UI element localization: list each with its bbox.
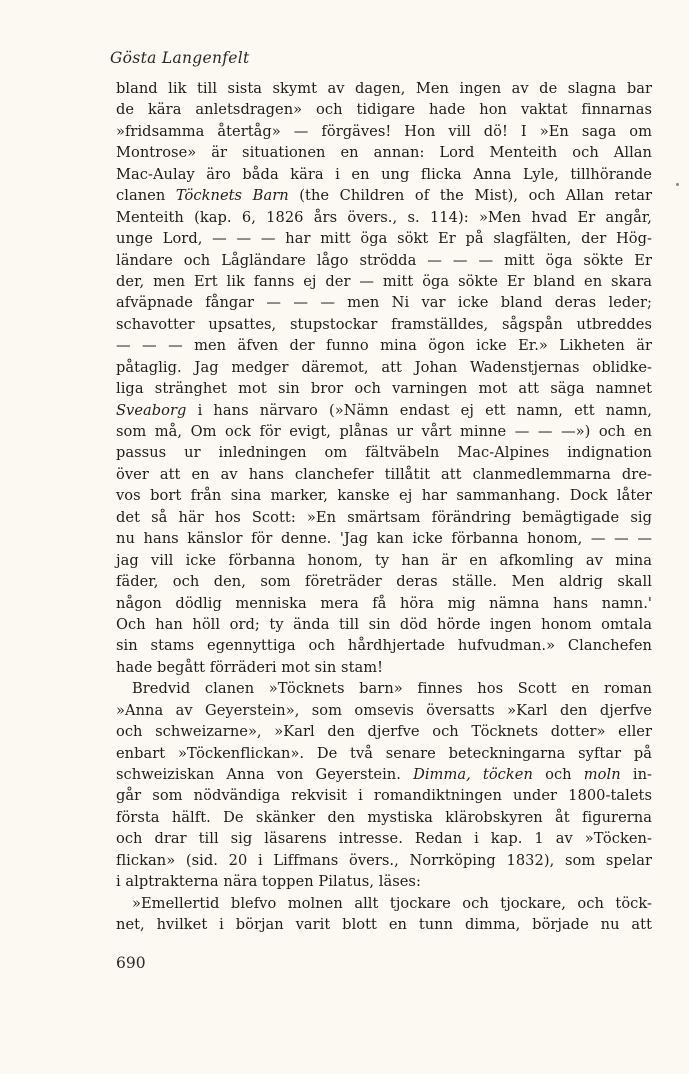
- text-line: och drar till sig läsarens intresse. Redan i kap. 1 av »Töcken-: [116, 830, 652, 848]
- text-line: liga stränghet mot sin bror och varningen mot att säga namnet: [116, 380, 652, 398]
- text-line: nu hans känslor för denne. 'Jag kan icke förbanna honom, — — —: [116, 530, 652, 548]
- text-line: första hälft. De skänker den mystiska klärobskyren åt figurerna: [116, 808, 652, 826]
- text-line: som må, Om ock för evigt, plånas ur vårt minne — — —») och en: [116, 423, 652, 440]
- text-line: passus ur inledningen om fältväbeln Mac-Alpines indignation: [116, 444, 652, 462]
- text-line: »Emellertid blefvo molnen allt tjockare och tjockare, och töck-: [132, 894, 652, 912]
- text-line: vos bort från sina marker, kanske ej har sammanhang. Dock låter: [116, 487, 652, 505]
- text-line: unge Lord, — — — har mitt öga sökt Er på slagfälten, der Hög-: [116, 230, 652, 248]
- text-line: bland lik till sista skymt av dagen, Men ingen av de slagna bar: [116, 80, 652, 97]
- running-head-author: Gösta Langenfelt: [110, 49, 250, 67]
- text-line: Mac-Aulay äro båda kära i en ung flicka Anna Lyle, tillhörande: [116, 165, 652, 183]
- text-line: net, hvilket i början varit blott en tunn dimma, började nu att: [116, 916, 652, 934]
- text-line: påtaglig. Jag medger däremot, att Johan Wadenstjernas oblidke-: [116, 358, 652, 376]
- text-line: Montrose» är situationen en annan: Lord Menteith och Allan: [116, 144, 652, 162]
- text-line: ländare och Lågländare lågo strödda — — — mitt öga sökte Er: [116, 251, 652, 269]
- text-line: fäder, och den, som företräder deras ställe. Men aldrig skall: [116, 573, 652, 591]
- text-line: hade begått förräderi mot sin stam!: [116, 658, 384, 676]
- text-line: schavotter upsattes, stupstockar framställdes, sågspån utbreddes: [116, 315, 652, 333]
- text-line: Sveaborg i hans närvaro (»Nämn endast ej ett namn, ett namn,: [116, 401, 652, 419]
- text-line: flickan» (sid. 20 i Liffmans övers., Norrköping 1832), som spelar: [116, 851, 652, 869]
- text-line: »fridsamma återtåg» — förgäves! Hon vill dö! I »En saga om: [116, 122, 652, 140]
- margin-mark: [676, 183, 679, 186]
- text-line: sin stams egennyttiga och hårdhjertade hufvudman.» Clanchefen: [116, 637, 652, 655]
- text-line: det så här hos Scott: »En smärtsam förändring bemägtigade sig: [116, 508, 652, 526]
- text-line: afväpnade fångar — — — men Ni var icke bland deras leder;: [116, 294, 652, 312]
- text-line: går som nödvändiga rekvisit i romandiktningen under 1800-talets: [116, 787, 652, 805]
- body-text: [116, 78, 652, 936]
- text-line: schweiziskan Anna von Geyerstein. Dimma, töcken och moln in-: [116, 766, 652, 783]
- text-line: över att en av hans clanchefer tillåtit att clanmedlemmarna dre-: [116, 465, 652, 483]
- text-line: »Anna av Geyerstein», som omsevis översatts »Karl den djerfve: [116, 701, 652, 719]
- text-line: de kära anletsdragen» och tidigare hade hon vaktat finnarnas: [116, 101, 652, 119]
- text-line: — — — men äfven der funno mina ögon icke Er.» Likheten är: [116, 337, 652, 355]
- text-line: der, men Ert lik fanns ej der — mitt öga sökte Er bland en skara: [116, 272, 652, 290]
- text-line: jag vill icke förbanna honom, ty han är en afkomling av mina: [116, 551, 652, 569]
- text-line: Bredvid clanen »Töcknets barn» finnes hos Scott en roman: [132, 680, 652, 698]
- text-line: och schweizarne», »Karl den djerfve och Töcknets dotter» eller: [116, 723, 652, 741]
- text-line: enbart »Töckenflickan». De två senare beteckningarna syftar på: [116, 744, 652, 762]
- text-line: i alptrakterna nära toppen Pilatus, läses:: [116, 873, 421, 891]
- text-line: någon dödlig menniska mera få höra mig nämna hans namn.': [116, 594, 652, 612]
- text-line: clanen Töcknets Barn (the Children of the Mist), och Allan retar: [116, 187, 653, 205]
- page-number: 690: [116, 954, 146, 972]
- text-line: Menteith (kap. 6, 1826 års övers., s. 114): »Men hvad Er angår,: [116, 208, 652, 226]
- text-line: Och han höll ord; ty ända till sin död hörde ingen honom omtala: [116, 615, 652, 633]
